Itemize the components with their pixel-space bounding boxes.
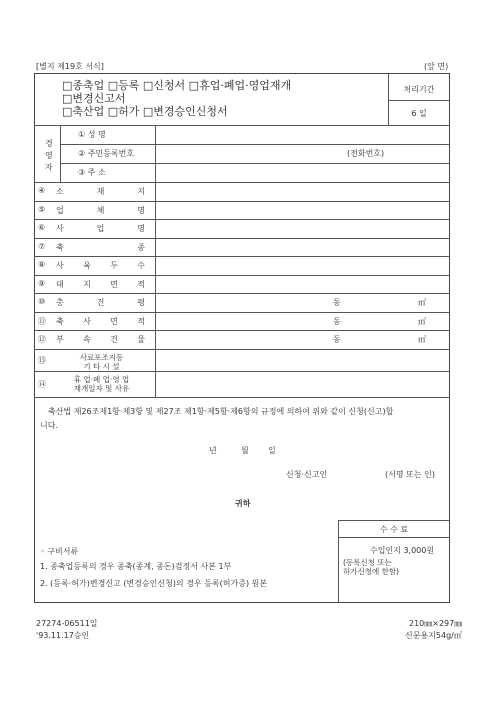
fee-note-2: 허가신청에 한함) <box>343 567 400 576</box>
row-number: ⑧ <box>38 260 46 270</box>
unit-area: ㎡ <box>418 298 426 308</box>
rrn-label: ② 주민등록번호 <box>78 149 135 158</box>
row-number: ⑭ <box>38 379 46 389</box>
row-label: 부 속 건 물 <box>56 335 145 345</box>
name-label: ① 성 명 <box>78 130 106 139</box>
row-number: ⑨ <box>38 278 46 288</box>
applicant-signature-label: 신청·신고인 <box>286 470 328 479</box>
row-label: 사 업 명 <box>56 224 145 234</box>
row-label: 업 체 명 <box>56 205 145 215</box>
page-side: (앞 면) <box>424 62 449 71</box>
row-number: ⑤ <box>38 204 46 214</box>
date-year-label: 년 <box>209 446 217 455</box>
title-line-2: □변경신고서 <box>62 92 126 105</box>
row-number: ⑩ <box>38 297 46 307</box>
attachments-heading: ◦ 구비서류 <box>40 547 79 556</box>
row-number: ⑫ <box>38 335 46 345</box>
row-label-line: 기 타 시 설 <box>83 361 120 371</box>
row-number: ⑥ <box>38 223 46 233</box>
row-number: ⑬ <box>38 355 46 365</box>
date-day-label: 일 <box>268 446 276 455</box>
unit-buildings: 동 <box>333 298 341 308</box>
row-label-line: 휴 업·폐 업·영 업 <box>73 374 130 384</box>
date-month-label: 월 <box>241 446 249 455</box>
address-label: ③ 주 소 <box>78 168 106 177</box>
sign-or-seal-label: (서명 또는 인) <box>385 470 435 479</box>
row-number: ④ <box>38 186 46 196</box>
title-line-3: □축산업 □허가 □변경승인신청서 <box>62 105 228 118</box>
row-label-line: 재개일자 및 사유 <box>73 383 130 393</box>
row-number: ⑦ <box>38 241 46 251</box>
unit-area: ㎡ <box>418 316 426 326</box>
applicant-side-label: 경 영 자 <box>45 139 53 172</box>
paper-type: 신문용지54g/㎡ <box>405 631 462 640</box>
fee-note-1: (등록신청 또는 <box>343 558 392 567</box>
statement-line-1: 축산법 제26조제1항·제3항 및 제27조 제1항·제5항·제6항의 규정에 의하여 위와 같이 신청(신고)합 <box>48 407 394 416</box>
fee-amount: 수입인지 3,000원 <box>370 546 435 555</box>
form-number: [별지 제19호 서식] <box>36 62 104 71</box>
row-label: 대 지 면 적 <box>56 279 145 289</box>
row-label: 소 재 지 <box>56 187 145 197</box>
paper-size: 210㎜×297㎜ <box>409 619 463 628</box>
row-number: ⑪ <box>38 316 46 326</box>
unit-area: ㎡ <box>418 335 426 345</box>
processing-period-label: 처리기간 <box>403 85 435 94</box>
phone-label: (전화번호) <box>347 149 385 158</box>
row-label-line: 사료포조지등 <box>79 352 124 362</box>
form-code: 27274-06511일 <box>36 619 98 628</box>
attachment-item-2: 2. (등록·허가)변경신고 (변경승인신청)의 경우 등록(허가증) 원본 <box>40 579 268 588</box>
row-label: 총 건 평 <box>56 298 145 308</box>
title-line-1: □종축업 □등록 □신청서 □휴업·폐업·영업재개 <box>62 79 292 92</box>
fee-heading: 수 수 료 <box>379 525 409 534</box>
addressee-label: 귀하 <box>235 499 251 508</box>
statement-line-2: 니다. <box>40 421 58 430</box>
approval-date: '93.11.17승인 <box>36 631 90 640</box>
unit-buildings: 동 <box>333 316 341 326</box>
row-label: 축 종 <box>56 242 145 252</box>
row-label: 축 사 면 적 <box>56 316 145 326</box>
unit-buildings: 동 <box>333 335 341 345</box>
row-label: 사 육 두 수 <box>56 261 145 271</box>
attachment-item-1: 1. 종축업등록의 경우 종축(종계, 종돈)검정서 사본 1부 <box>40 562 232 571</box>
processing-period-value: 6 일 <box>411 109 427 118</box>
